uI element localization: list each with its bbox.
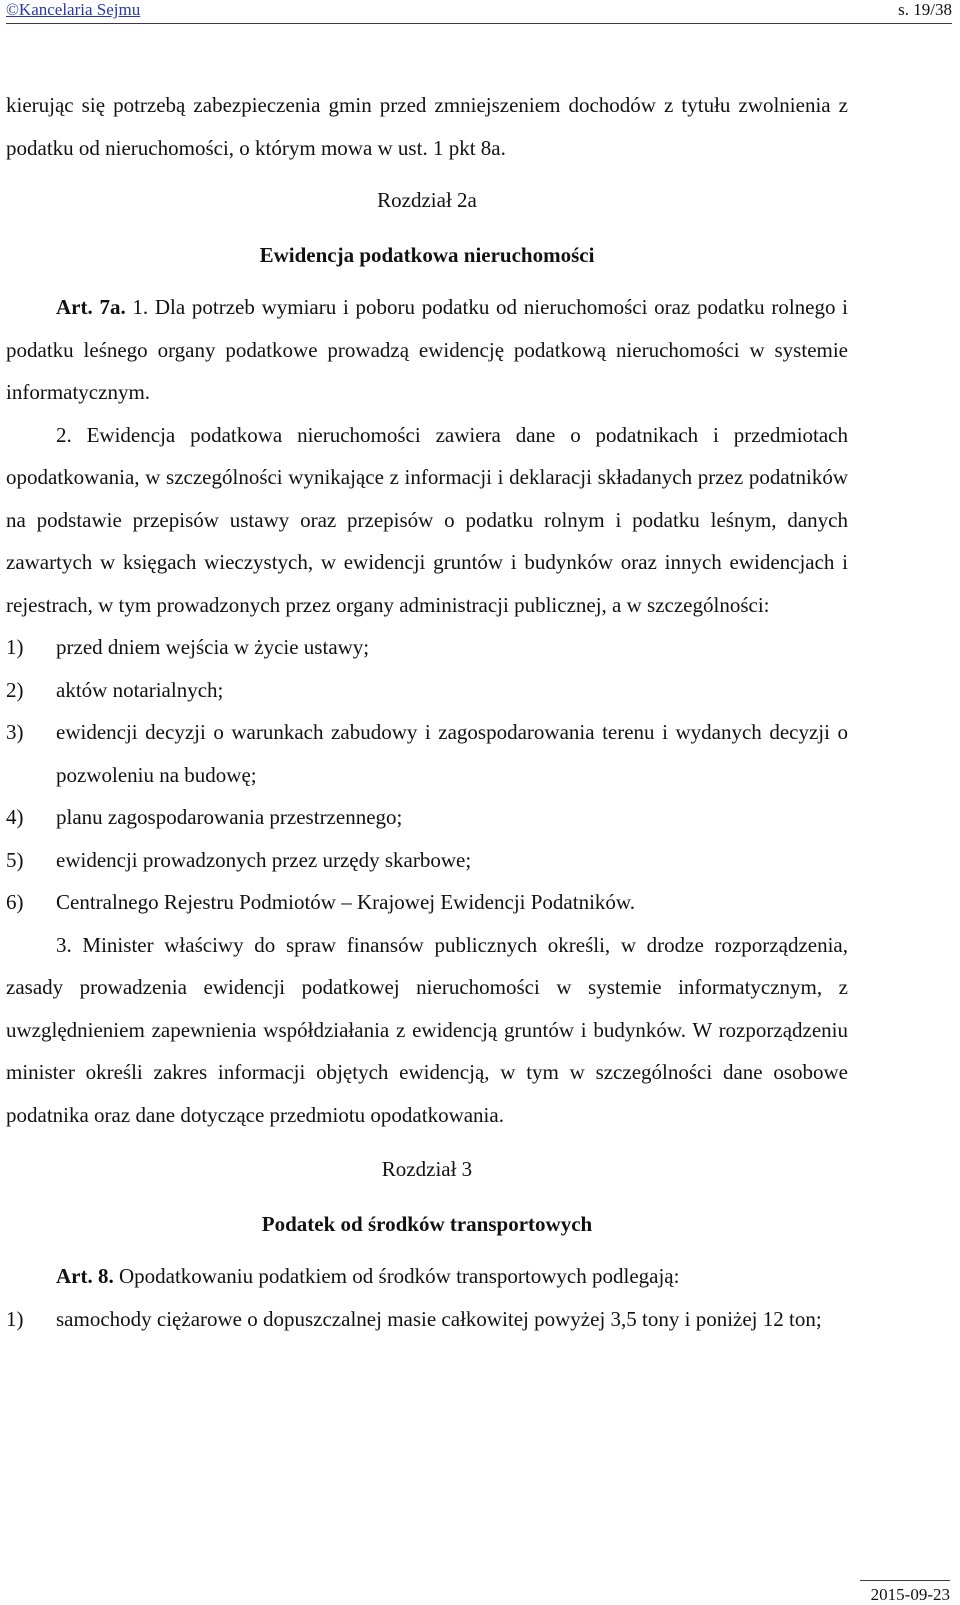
art-8-label: Art. 8. <box>56 1264 114 1288</box>
chapter-2a-title: Rozdział 2a <box>377 188 477 212</box>
chapter-2a-heading: Ewidencja podatkowa nieruchomości <box>259 242 595 267</box>
list-item-text: ewidencji decyzji o warunkach zabudowy i zagospodarowania terenu i wydanych decyzji o pozwoleniu na budowę; <box>56 720 848 787</box>
list-item-number: 1) <box>6 635 24 659</box>
list-item <box>6 669 848 712</box>
intro-paragraph: kierując się potrzebą zabezpieczenia gmin przed zmniejszeniem dochodów z tytułu zwolnienia z podatku od nieruchomości, o którym mowa w ust. 1 pkt 8a. <box>6 93 848 160</box>
list-item-text: Centralnego Rejestru Podmiotów – Krajowej Ewidencji Podatników. <box>56 890 635 914</box>
list-item <box>6 711 848 796</box>
art-8-intro-text: Opodatkowaniu podatkiem od środków transportowych podlegają: <box>118 1264 680 1288</box>
list-item-number: 6) <box>6 890 24 914</box>
list-item <box>6 839 848 882</box>
chapter-3-heading: Podatek od środków transportowych <box>261 1211 593 1236</box>
page-header <box>6 0 952 24</box>
art-7a-p1-text: 1. Dla potrzeb wymiaru i poboru podatku od nieruchomości oraz podatku rolnego i podatku leśnego organy podatkowe prowadzą ewidencję podatkową nieruchomości w systemie informatycznym. <box>6 295 849 404</box>
chapter-3-title: Rozdział 3 <box>381 1157 473 1181</box>
art-7a-paragraph-2: 2. Ewidencja podatkowa nieruchomości zawiera dane o podatnikach i przedmiotach opodatkowania, w szczególności wynikające z informacji i deklaracji składanych przez podatników na podstawie przepisów ustawy oraz przepisów o podatku rolnym i podatku leśnym, danych zawartych w księgach wieczystych, w ewidencji gruntów i budynków oraz innych ewidencjach i rejestrach, w tym prowadzonych przez organy administracji publicznej, a w szczególności: <box>6 422 848 617</box>
art-7a-paragraph-3: 3. Minister właściwy do spraw finansów publicznych określi, w drodze rozporządzenia, zasady prowadzenia ewidencji podatkowej nieruchomości w systemie informatycznym, z uwzględnieniem zapewnienia współdziałania z ewidencją gruntów i budynków. W rozporządzeniu minister określi zakres informacji objętych ewidencją, w tym w szczególności dane osobowe podatnika oraz dane dotyczące przedmiotu opodatkowania. <box>6 932 848 1127</box>
footer-date: 2015-09-23 <box>870 1585 950 1604</box>
art-7a-list <box>6 626 848 924</box>
list-item-text: samochody ciężarowe o dopuszczalnej masie całkowitej powyżej 3,5 tony i poniżej 12 ton; <box>56 1306 822 1331</box>
footer-divider <box>860 1580 950 1581</box>
list-item-number: 5) <box>6 847 24 872</box>
list-item <box>6 1298 848 1341</box>
header-divider <box>6 23 952 24</box>
list-item-number: 1) <box>6 1306 24 1331</box>
art-8-list <box>6 1298 848 1341</box>
art-7a-paragraph-1 <box>6 286 848 414</box>
list-item <box>6 626 848 669</box>
list-item-text: planu zagospodarowania przestrzennego; <box>56 805 403 829</box>
list-item <box>6 796 848 839</box>
document-body <box>6 84 848 1340</box>
list-item <box>6 881 848 924</box>
list-item-number: 4) <box>6 805 24 829</box>
list-item-number: 3) <box>6 720 24 744</box>
art-8-intro <box>6 1255 848 1298</box>
list-item-text: przed dniem wejścia w życie ustawy; <box>56 635 370 659</box>
page-number: s. 19/38 <box>898 0 952 19</box>
list-item-number: 2) <box>6 677 24 702</box>
publisher-link[interactable]: ©Kancelaria Sejmu <box>6 0 141 19</box>
art-7a-label: Art. 7a. <box>56 295 126 319</box>
list-item-text: ewidencji prowadzonych przez urzędy skarbowe; <box>56 847 472 872</box>
list-item-text: aktów notarialnych; <box>56 677 224 702</box>
